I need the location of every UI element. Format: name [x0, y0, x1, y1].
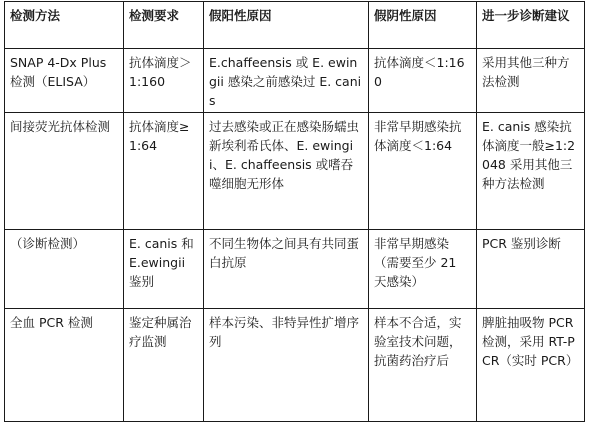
table-cell: 非常早期感染抗体滴度＜1:64 — [369, 113, 477, 230]
table-cell: 不同生物体之间具有共同蛋白抗原 — [204, 230, 369, 309]
table-cell: E. canis 和 E.ewingii 鉴别 — [124, 230, 204, 309]
table-cell: 抗体滴度＜1:160 — [369, 49, 477, 113]
column-header-false-positive: 假阳性原因 — [204, 2, 369, 49]
table-header-row — [5, 2, 585, 49]
table-cell: 抗体滴度≥1:64 — [124, 113, 204, 230]
table-cell: PCR 鉴别诊断 — [477, 230, 585, 309]
table-cell: 全血 PCR 检测 — [5, 309, 124, 422]
table-cell: 采用其他三种方法检测 — [477, 49, 585, 113]
table-cell: （诊断检测） — [5, 230, 124, 309]
table-cell: 样本不合适，实验室技术问题，抗菌药治疗后 — [369, 309, 477, 422]
table-row — [5, 113, 585, 230]
table-row — [5, 309, 585, 422]
table-cell: 间接荧光抗体检测 — [5, 113, 124, 230]
diagnosis-table — [4, 1, 585, 422]
table-cell: 抗体滴度＞1:160 — [124, 49, 204, 113]
table-cell: SNAP 4-Dx Plus 检测（ELISA） — [5, 49, 124, 113]
table-cell: 鉴定种属治疗监测 — [124, 309, 204, 422]
table-cell: E. canis 感染抗体滴度一般≥1:2048 采用其他三种方法检测 — [477, 113, 585, 230]
table-cell: 脾脏抽吸物 PCR 检测，采用 RT-PCR（实时 PCR） — [477, 309, 585, 422]
table-row — [5, 49, 585, 113]
table-cell: 样本污染、非特异性扩增序列 — [204, 309, 369, 422]
table-cell: E.chaffeensis 或 E. ewingii 感染之前感染过 E. canis — [204, 49, 369, 113]
table-cell: 非常早期感染（需要至少 21 天感染） — [369, 230, 477, 309]
diagnosis-table-container — [4, 1, 584, 422]
column-header-further-diagnosis: 进一步诊断建议 — [477, 2, 585, 49]
column-header-false-negative: 假阴性原因 — [369, 2, 477, 49]
column-header-method: 检测方法 — [5, 2, 124, 49]
table-row — [5, 230, 585, 309]
table-cell: 过去感染或正在感染肠蠕虫新埃利希氏体、E. ewingii、E. chaffeensis 或嗜吞噬细胞无形体 — [204, 113, 369, 230]
column-header-requirement: 检测要求 — [124, 2, 204, 49]
